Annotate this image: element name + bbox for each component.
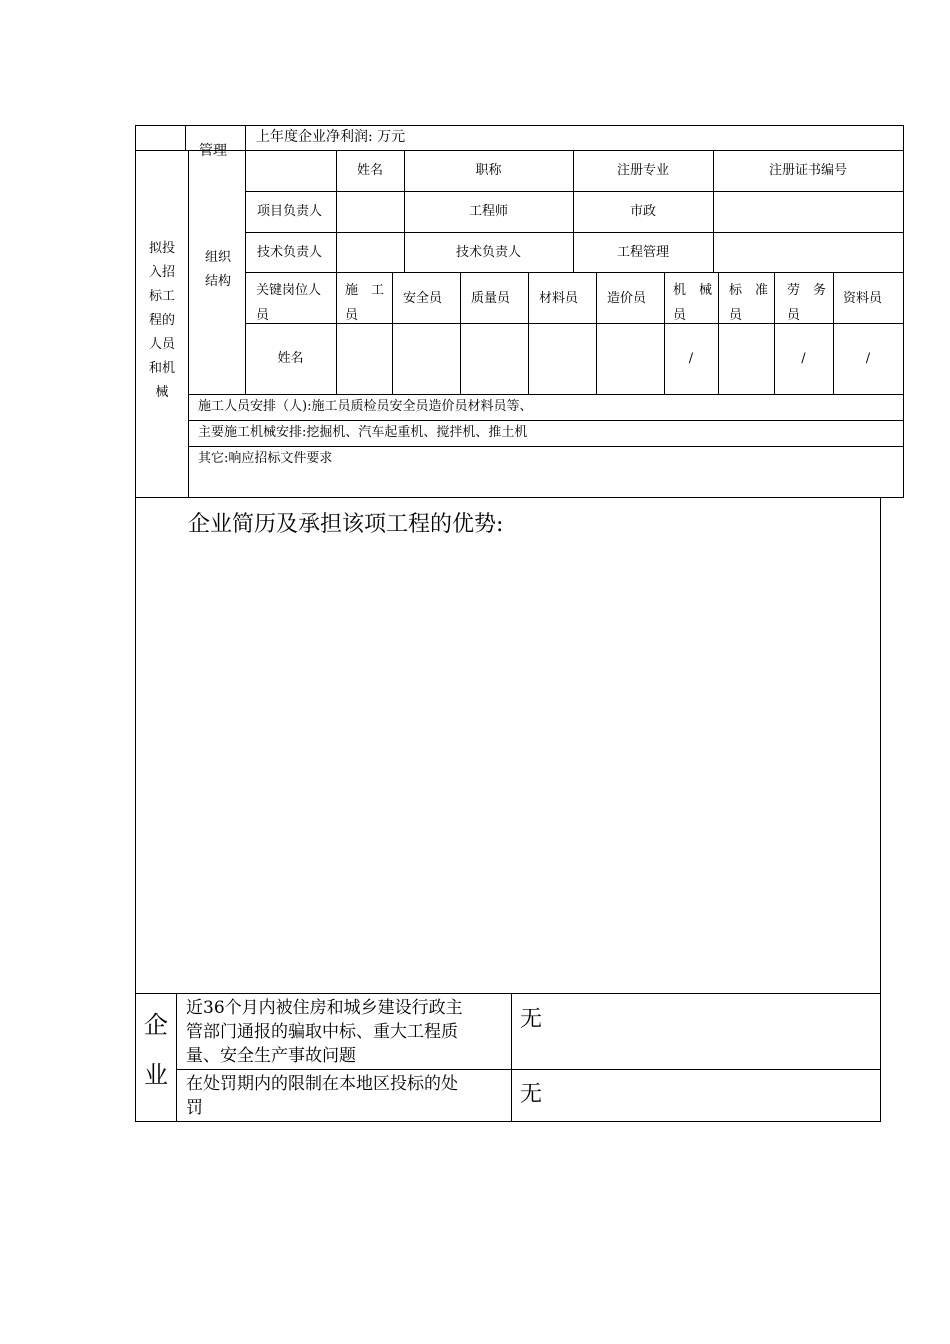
project-lead-title: 工程师 bbox=[468, 204, 508, 219]
name-labor-officer: / bbox=[801, 351, 806, 366]
enterprise-answer-2: 无 bbox=[520, 1082, 543, 1107]
other-requirements: 其它:响应招标文件要求 bbox=[198, 451, 333, 466]
position-safety-officer: 安全员 bbox=[403, 291, 443, 306]
net-profit-text: 上年度企业净利润: 万元 bbox=[256, 129, 406, 145]
position-standards-officer: 标 准 员 bbox=[729, 283, 769, 323]
name-documents-officer: / bbox=[865, 351, 871, 366]
enterprise-question-1: 近36个月内被住房和城乡建设行政主 管部门通报的骗取中标、重大工程质 量、安全生产事故问题 bbox=[186, 998, 463, 1066]
position-labor-officer: 劳 务 员 bbox=[787, 283, 827, 323]
position-quality-officer: 质量员 bbox=[471, 291, 511, 306]
header-cert: 注册证书编号 bbox=[768, 163, 847, 178]
enterprise-answer-1: 无 bbox=[520, 1007, 543, 1032]
enterprise-question-2: 在处罚期内的限制在本地区投标的处 罚 bbox=[186, 1074, 458, 1118]
position-cost-officer: 造价员 bbox=[607, 291, 647, 306]
role-project-lead: 项目负责人 bbox=[257, 204, 323, 219]
position-documents-officer: 资料员 bbox=[843, 291, 883, 306]
name-machinery-officer: / bbox=[688, 351, 694, 366]
management-label: 管理 bbox=[199, 143, 227, 159]
role-tech-lead: 技术负责人 bbox=[257, 245, 323, 260]
personnel-section-label: 拟投 入招 标工 程的 人员 和机 械 bbox=[148, 241, 175, 400]
header-major: 注册专业 bbox=[616, 163, 669, 178]
header-name: 姓名 bbox=[356, 163, 383, 178]
header-title: 职称 bbox=[475, 163, 502, 178]
tech-lead-title: 技术负责人 bbox=[455, 245, 521, 260]
position-materials-officer: 材料员 bbox=[539, 291, 579, 306]
position-construction-worker: 施 工 员 bbox=[345, 283, 385, 323]
project-lead-major: 市政 bbox=[629, 204, 656, 219]
position-machinery-officer: 机 械 员 bbox=[673, 283, 713, 323]
machinery-arrangement: 主要施工机械安排:挖掘机、汽车起重机、搅拌机、推土机 bbox=[198, 425, 528, 440]
profile-heading: 企业简历及承担该项工程的优势: bbox=[188, 512, 504, 537]
org-structure-label: 组织 结构 bbox=[204, 250, 231, 289]
staffing-arrangement: 施工人员安排（人):施工员质检员安全员造价员材料员等、 bbox=[198, 399, 533, 414]
tech-lead-major: 工程管理 bbox=[616, 245, 669, 260]
names-row-label: 姓名 bbox=[277, 351, 304, 366]
enterprise-label: 企 业 bbox=[144, 1011, 168, 1089]
key-positions-label: 关键岗位人 员 bbox=[256, 283, 322, 323]
